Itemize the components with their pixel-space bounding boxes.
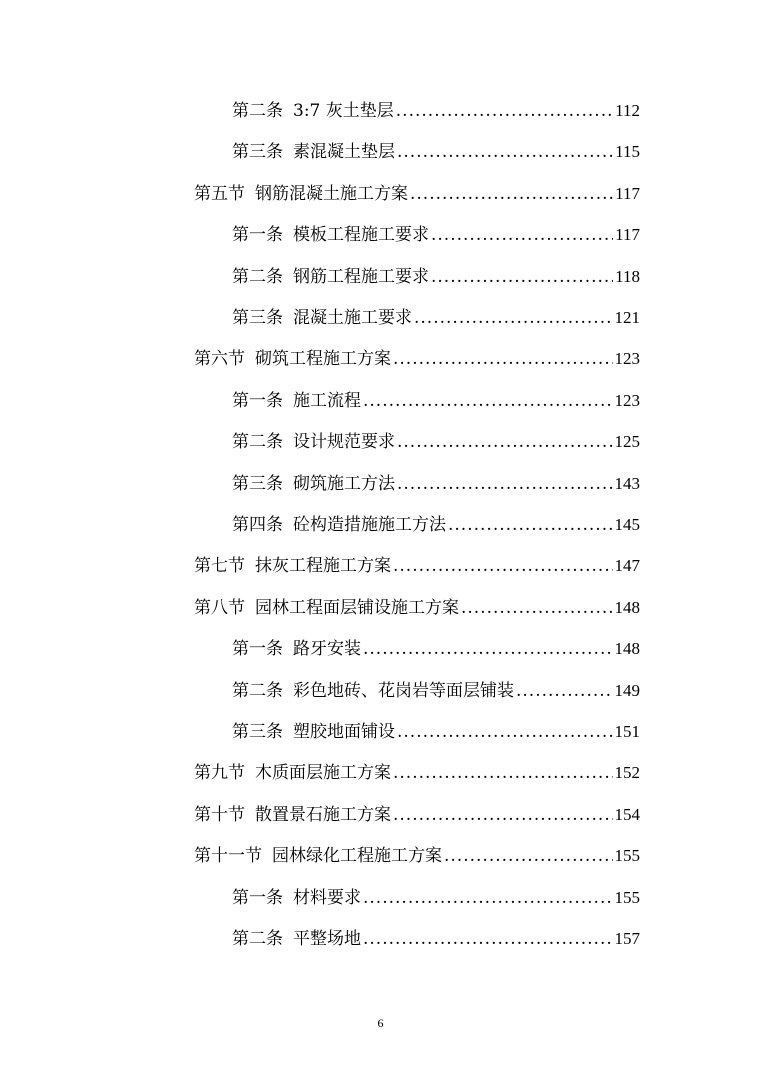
toc-entry-page: 155: [614, 846, 640, 866]
toc-entry-page: 123: [614, 390, 640, 410]
toc-entry-title: 路牙安装: [293, 639, 361, 660]
toc-entry-page: 148: [614, 597, 640, 617]
page-number: 6: [377, 1016, 384, 1030]
toc-leader-dots: [393, 551, 613, 581]
toc-entry-page: 151: [614, 722, 640, 741]
toc-entry-page: 118: [615, 266, 640, 286]
toc-leader-dots: [363, 883, 613, 913]
toc-article-entry: [232, 676, 640, 706]
toc-entry-title: 彩色地砖、花岗岩等面层铺装: [293, 680, 514, 701]
toc-entry-title: 素混凝土垫层: [293, 142, 395, 163]
toc-article-entry: [232, 427, 640, 457]
toc-leader-dots: [363, 634, 613, 664]
toc-entry-title: 砌筑工程施工方案: [255, 349, 391, 370]
toc-leader-dots: [396, 96, 613, 126]
toc-article-entry: [232, 386, 640, 416]
toc-entry-label: 第八节: [194, 597, 245, 618]
toc-entry-page: 117: [615, 225, 640, 245]
toc-leader-dots: [516, 676, 613, 706]
toc-leader-dots: [448, 510, 613, 540]
toc-leader-dots: [363, 386, 613, 416]
toc-entry-label: 第二条: [232, 432, 283, 453]
toc-article-entry: [232, 220, 640, 250]
toc-entry-label: 第二条: [232, 929, 283, 949]
toc-entry-label: 第四条: [232, 515, 283, 535]
toc-article-entry: [232, 96, 640, 126]
toc-entry-page: 115: [615, 142, 640, 162]
toc-entry-page: 157: [614, 929, 640, 948]
toc-article-entry: [232, 262, 640, 292]
toc-entry-page: 155: [614, 887, 640, 907]
toc-section-entry: [194, 179, 640, 209]
toc-leader-dots: [397, 137, 613, 167]
toc-leader-dots: [397, 469, 613, 499]
toc-entry-title: 抹灰工程施工方案: [255, 556, 391, 577]
toc-leader-dots: [397, 427, 613, 457]
toc-entry-label: 第三条: [232, 142, 283, 163]
toc-entry-page: 154: [614, 804, 640, 824]
toc-section-entry: [194, 551, 640, 581]
toc-entry-title: 砼构造措施施工方法: [293, 515, 446, 535]
toc-entry-page: 123: [614, 349, 640, 369]
toc-entry-title: 园林绿化工程施工方案: [272, 846, 442, 867]
toc-section-entry: [194, 841, 640, 871]
toc-leader-dots: [431, 220, 613, 250]
toc-entry-page: 121: [614, 308, 640, 327]
toc-section-entry: [194, 344, 640, 374]
toc-entry-title: 设计规范要求: [293, 432, 395, 453]
toc-entry-page: 145: [614, 515, 640, 534]
toc-entry-label: 第一条: [232, 639, 283, 660]
toc-entry-title: 塑胶地面铺设: [293, 722, 395, 742]
toc-leader-dots: [397, 717, 613, 747]
toc-entry-title: 散置景石施工方案: [255, 804, 391, 825]
toc-entry-title: 模板工程施工要求: [293, 225, 429, 246]
toc-entry-title: 砌筑施工方法: [293, 473, 395, 494]
toc-entry-page: 148: [614, 639, 640, 659]
toc-leader-dots: [410, 179, 613, 209]
toc-entry-label: 第二条: [232, 266, 283, 287]
toc-entry-label: 第一条: [232, 225, 283, 246]
toc-article-entry: [232, 303, 640, 333]
toc-article-entry: [232, 717, 640, 747]
toc-entry-title: 木质面层施工方案: [255, 763, 391, 784]
toc-entry-title: 混凝土施工要求: [293, 308, 412, 328]
toc-entry-label: 第二条: [232, 680, 283, 701]
toc-entry-title: 3:7 灰土垫层: [293, 101, 394, 121]
toc-entry-label: 第二条: [232, 101, 283, 121]
toc-entry-title: 施工流程: [293, 390, 361, 411]
toc-entry-label: 第一条: [232, 390, 283, 411]
toc-section-entry: [194, 800, 640, 830]
toc-entry-label: 第七节: [194, 556, 245, 577]
toc-entry-page: 112: [615, 101, 640, 120]
toc-entry-label: 第十节: [194, 804, 245, 825]
toc-entry-title: 园林工程面层铺设施工方案: [255, 597, 459, 618]
toc-entry-label: 第三条: [232, 308, 283, 328]
toc-entry-title: 钢筋混凝土施工方案: [255, 183, 408, 204]
toc-section-entry: [194, 758, 640, 788]
toc-entry-page: 117: [615, 183, 640, 203]
toc-article-entry: [232, 137, 640, 167]
toc-entry-label: 第九节: [194, 763, 245, 784]
toc-entry-label: 第三条: [232, 473, 283, 494]
toc-entry-page: 125: [614, 432, 640, 452]
toc-leader-dots: [393, 758, 613, 788]
toc-article-entry: [232, 510, 640, 540]
toc-entry-page: 149: [614, 680, 640, 700]
toc-entry-page: 143: [614, 473, 640, 493]
toc-entry-label: 第六节: [194, 349, 245, 370]
toc-leader-dots: [431, 262, 613, 292]
toc-article-entry: [232, 634, 640, 664]
toc-entry-label: 第一条: [232, 887, 283, 908]
toc-article-entry: [232, 469, 640, 499]
toc-leader-dots: [363, 924, 613, 954]
toc-leader-dots: [461, 593, 613, 623]
toc-article-entry: [232, 924, 640, 954]
toc-entry-title: 钢筋工程施工要求: [293, 266, 429, 287]
toc-article-entry: [232, 883, 640, 913]
toc-entry-label: 第十一节: [194, 846, 262, 867]
toc-leader-dots: [414, 303, 613, 333]
toc-leader-dots: [444, 841, 613, 871]
toc-entry-page: 147: [614, 556, 640, 576]
toc-section-entry: [194, 593, 640, 623]
toc-entry-label: 第五节: [194, 183, 245, 204]
toc-leader-dots: [393, 344, 613, 374]
toc-entry-title: 材料要求: [293, 887, 361, 908]
toc-entry-title: 平整场地: [293, 929, 361, 949]
toc-entry-label: 第三条: [232, 722, 283, 742]
toc-entry-page: 152: [614, 763, 640, 783]
toc-leader-dots: [393, 800, 613, 830]
